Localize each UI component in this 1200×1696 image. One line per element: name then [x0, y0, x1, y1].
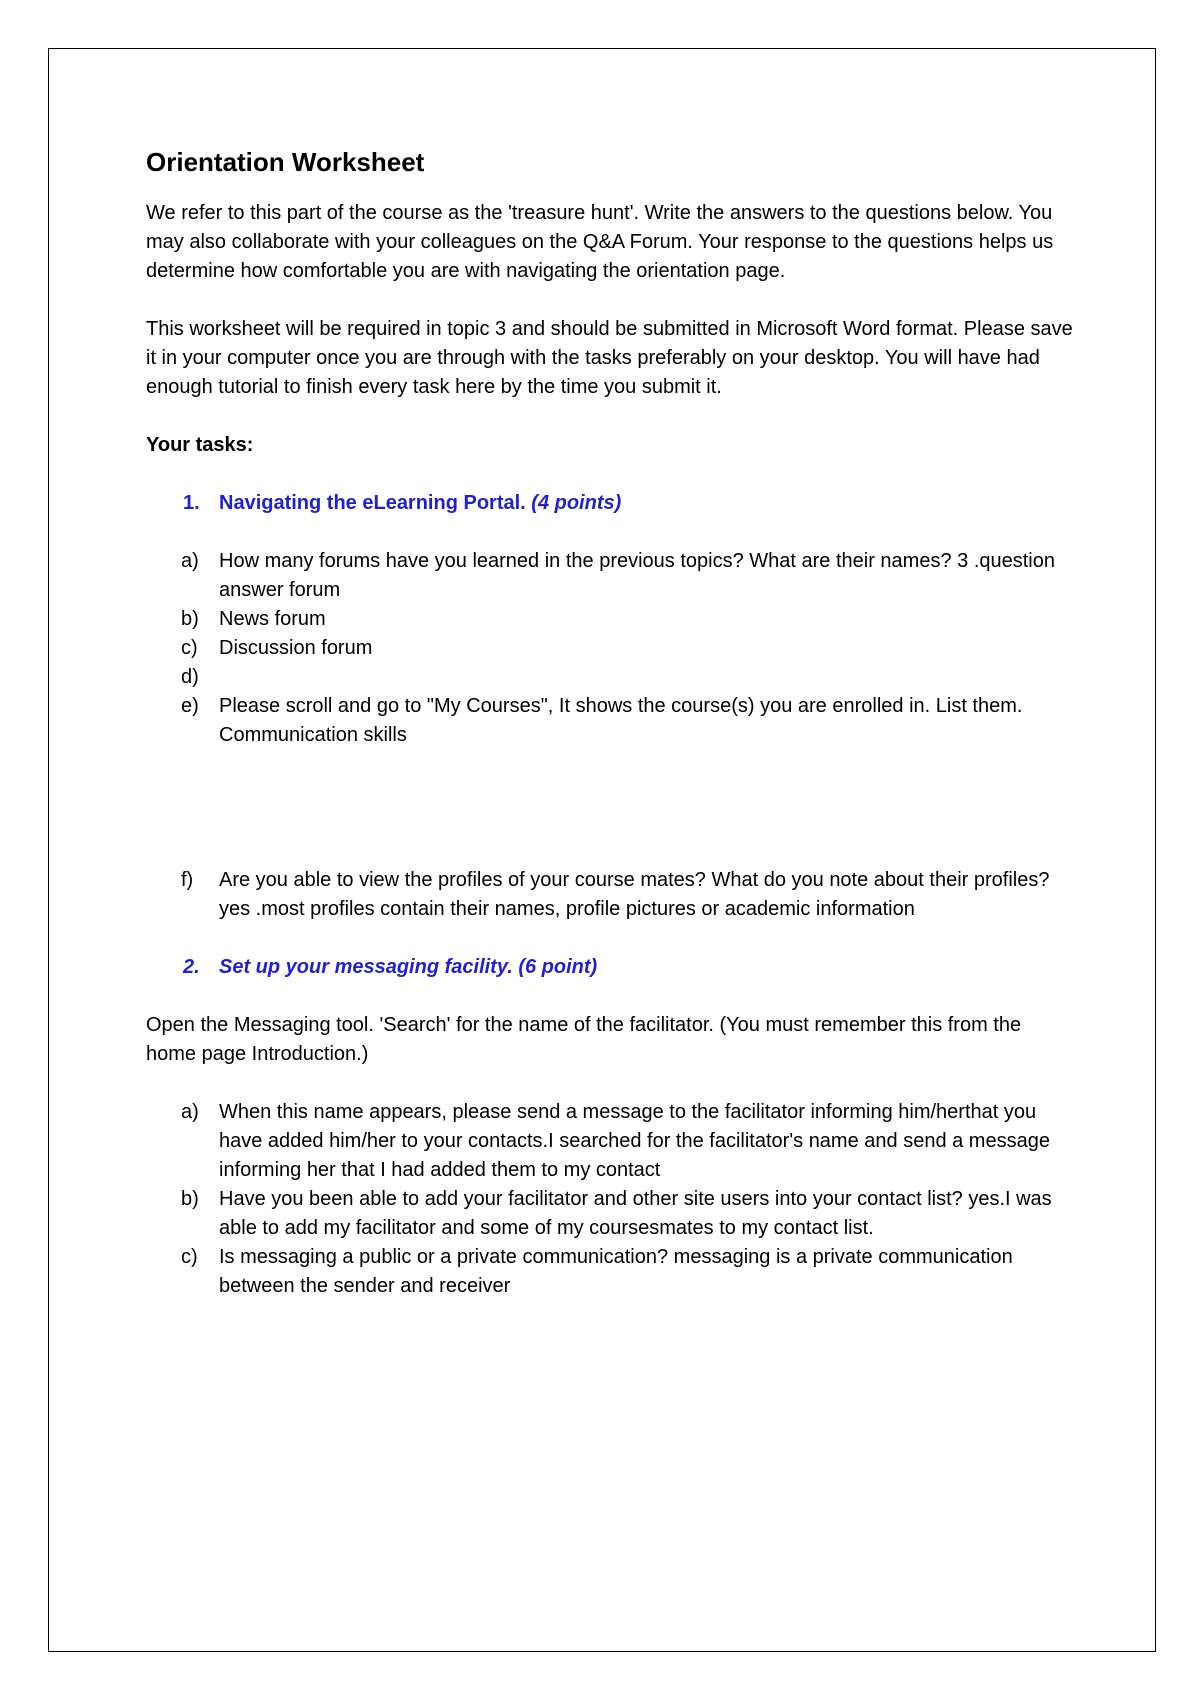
- list-item-letter: f): [181, 869, 194, 891]
- page-title: Orientation Worksheet: [146, 147, 425, 177]
- list-item-text: Is messaging a public or a private communication? messaging is a private communication between the sender and receiver: [219, 1246, 1013, 1297]
- section-2-title: Set up your messaging facility. (6 point): [219, 956, 598, 978]
- section-2-number: 2.: [183, 956, 200, 978]
- list-item-letter: c): [181, 637, 198, 659]
- section-2-list: [146, 1098, 1076, 1301]
- section-1-number: 1.: [183, 492, 200, 514]
- section-1-heading: [146, 489, 1076, 518]
- section-2-heading: [146, 953, 1076, 982]
- list-item: [146, 547, 1076, 605]
- list-item: [146, 866, 1076, 924]
- list-item-letter: a): [181, 1101, 199, 1123]
- list-item-text: How many forums have you learned in the previous topics? What are their names? 3 .question answer forum: [219, 550, 1055, 601]
- list-item: [146, 605, 1076, 634]
- section-1-list-continued: [146, 866, 1076, 924]
- list-item: [146, 1098, 1076, 1185]
- list-item: [146, 1243, 1076, 1301]
- list-item: [146, 692, 1076, 750]
- tasks-label: Your tasks:: [146, 434, 254, 456]
- list-item-text: News forum: [219, 608, 326, 630]
- list-item-text: Have you been able to add your facilitator and other site users into your contact list? yes.I was able to add my facilitator and some of my coursesmates to my contact list.: [219, 1188, 1052, 1239]
- list-item-text: Are you able to view the profiles of your course mates? What do you note about their profiles?yes .most profiles contain their names, profile pictures or academic information: [219, 869, 1050, 920]
- list-item-letter: b): [181, 608, 199, 630]
- section-1-title: Navigating the eLearning Portal.: [219, 492, 526, 514]
- list-item: [146, 1185, 1076, 1243]
- list-item: [146, 663, 1076, 692]
- section-2-intro: Open the Messaging tool. 'Search' for the name of the facilitator. (You must remember this from the home page Introduction.): [146, 1014, 1022, 1065]
- list-item-letter: c): [181, 1246, 198, 1268]
- list-item-letter: a): [181, 550, 199, 572]
- list-item-text: [219, 663, 1076, 692]
- list-item: [146, 634, 1076, 663]
- section-1-list: [146, 547, 1076, 750]
- list-item-letter: b): [181, 1188, 199, 1210]
- section-1-points: (4 points): [531, 492, 622, 514]
- list-item-letter: d): [181, 666, 199, 688]
- instructions-paragraph: This worksheet will be required in topic 3 and should be submitted in Microsoft Word format. Please save it in your computer once you are through with the tasks preferably on your desktop. You will have had enough tutorial to finish every task here by the time you submit it.: [146, 318, 1073, 398]
- blank-space: [146, 779, 1076, 837]
- document-body: [146, 145, 1076, 1330]
- list-item-text: Please scroll and go to "My Courses", It shows the course(s) you are enrolled in. List them. Communication skills: [219, 695, 1023, 746]
- list-item-text: Discussion forum: [219, 637, 373, 659]
- list-item-text: When this name appears, please send a message to the facilitator informing him/herthat you have added him/her to your contacts.I searched for the facilitator's name and send a message informing her that I had added them to my contact: [219, 1101, 1050, 1181]
- list-item-letter: e): [181, 695, 199, 717]
- intro-paragraph: We refer to this part of the course as the 'treasure hunt'. Write the answers to the questions below. You may also collaborate with your colleagues on the Q&A Forum. Your response to the questions helps us determine how comfortable you are with navigating the orientation page.: [146, 202, 1054, 282]
